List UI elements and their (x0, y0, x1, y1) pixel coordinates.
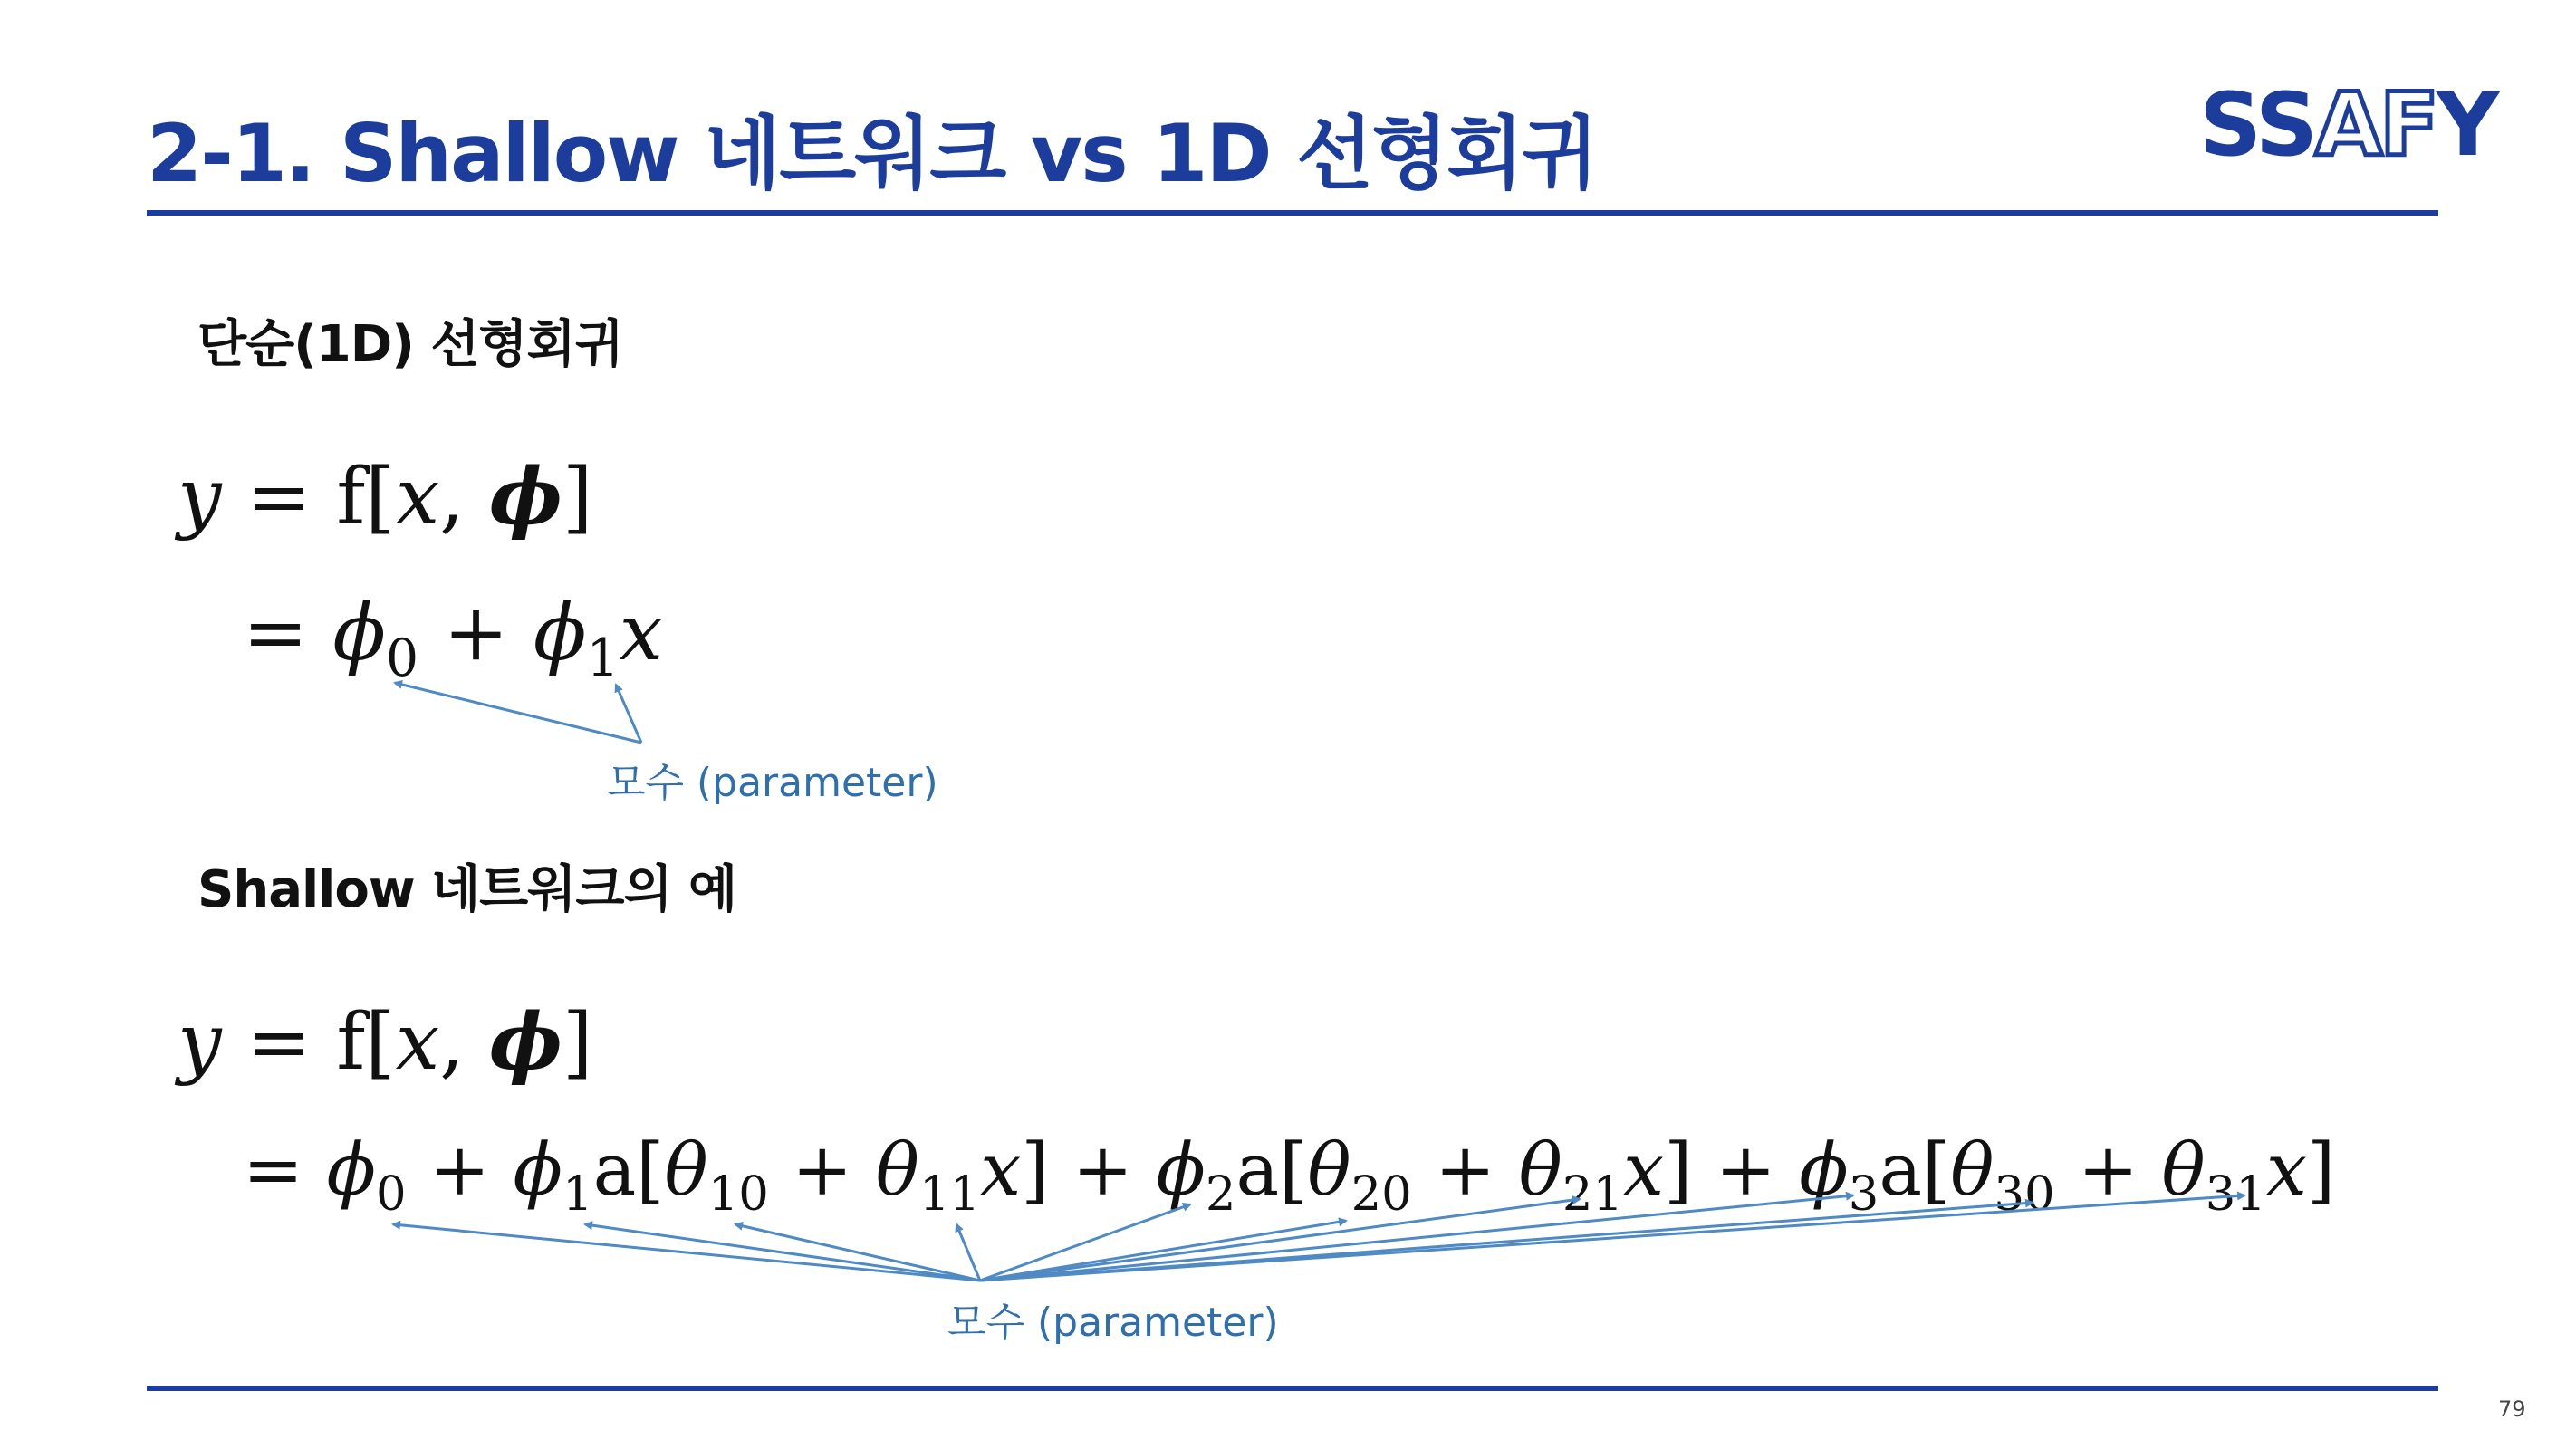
arrow-to-theta11 (956, 1224, 980, 1281)
equation-shallow-line-2: = $\phi_0 + \phi_1a[\theta_{10} + \theta_{11}x] + \phi_2a[\theta_{20} + \theta_{21}x] + \phi_3a[\theta_{30} + \theta_{31}x]$ (243, 1128, 2336, 1222)
arrow-to-phi1-net (585, 1224, 980, 1281)
logo-part-1: SS (2199, 74, 2315, 176)
arrow-to-theta31 (980, 1195, 2244, 1281)
section-heading-shallow-network: Shallow 네트워크의 예 (197, 860, 737, 919)
slide-title: 2-1. Shallow 네트워크 vs 1D 선형회귀 (147, 107, 1598, 200)
equation-1d-line-1: y = f[x, ϕ] (178, 451, 593, 542)
footer-divider (147, 1386, 2438, 1391)
logo-part-3: Y (2436, 74, 2497, 176)
arrow-to-theta21 (980, 1199, 1580, 1281)
parameter-annotation-1: 모수 (parameter) (607, 760, 938, 806)
equation-1d-line-2: = $\phi_0 + \phi_1x$ (243, 588, 664, 689)
section-heading-linear-regression: 단순(1D) 선형회귀 (197, 315, 623, 374)
arrow-to-phi1 (616, 685, 641, 743)
arrow-to-phi0-net (393, 1224, 980, 1281)
page-number: 79 (2498, 1396, 2526, 1422)
arrow-to-theta10 (735, 1224, 980, 1281)
equation-shallow-line-1: y = f[x, ϕ] (178, 996, 593, 1088)
parameter-annotation-2: 모수 (parameter) (947, 1300, 1279, 1346)
arrow-to-phi3 (980, 1195, 1853, 1281)
logo-part-2: AF (2314, 74, 2437, 176)
arrow-to-phi0 (395, 683, 641, 743)
